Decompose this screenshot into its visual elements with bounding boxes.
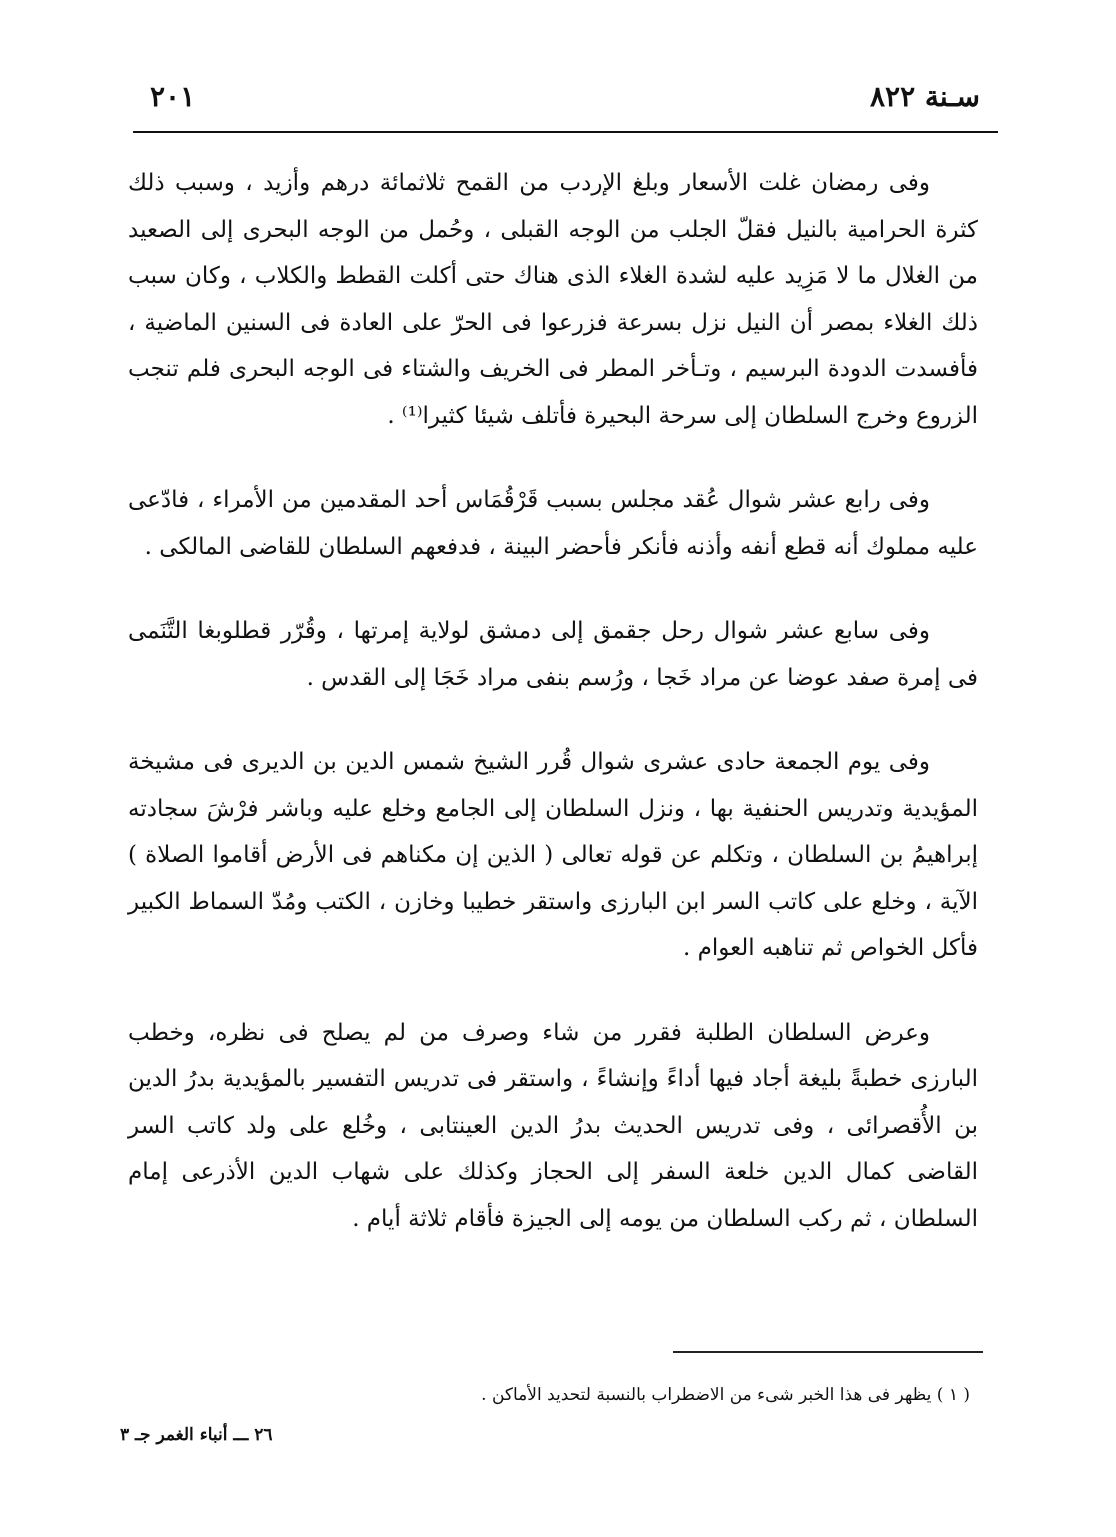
paragraph-qurqumas-council: وفى رابع عشر شوال عُقد مجلس بسبب قَرْقُمَاس أحد المقدمين من الأمراء ، فادّعى عليه مملوك أنه قطع أنفه وأذنه فأنكر فأحضر البينة ، فدفعهم السلطان للقاضى المالكى .	[128, 487, 978, 560]
paragraph-students-review: وعرض السلطان الطلبة فقرر من شاء وصرف من لم يصلح فى نظره، وخطب البارزى خطبةً بليغة أجاد فيها أداءً وإنشاءً ، واستقر فى تدريس التفسير بالمؤيدية بدرُ الدين بن الأُقصرائى ، وفى تدريس الحديث بدرُ الدين العينتابى ، وخُلع على ولد كاتب السر القاضى كمال الدين خلعة السفر إلى الحجاز وكذلك على شهاب الدين الأذرعى إمام السلطان ، ثم ركب السلطان من يومه إلى الجيزة فأقام ثلاثة أيام .	[128, 1019, 978, 1232]
main-text	[128, 160, 978, 1242]
footnote: ( ١ ) يظهر فى هذا الخبر شىء من الاضطراب بالنسبة لتحديد الأماكن .	[481, 1385, 970, 1405]
page-header	[150, 70, 980, 120]
footnote-divider	[673, 1351, 983, 1353]
paragraph-friday-appointment: وفى يوم الجمعة حادى عشرى شوال قُرر الشيخ شمس الدين بن الديرى فى مشيخة المؤيدية وتدريس الحنفية بها ، ونزل السلطان إلى الجامع وخلع عليه وباشر فرْشَ سجادته إبراهيمُ بن السلطان ، وتكلم عن قوله تعالى ( الذين إن مكناهم فى الأرض أقاموا الصلاة ) الآية ، وخلع على كاتب السر ابن البارزى واستقر خطيبا وخازن ، الكتب ومُدّ السماط الكبير فأكل الخواص ثم تناهبه العوام .	[128, 749, 978, 961]
running-title: سـنة ٨٢٢	[870, 80, 980, 113]
signature-mark: ٢٦ ـــ أنباء الغمر جـ ٣	[120, 1425, 273, 1445]
paragraph-jaqmaq-damascus: وفى سابع عشر شوال رحل جقمق إلى دمشق لولاية إمرتها ، وقُرّر قطلوبغا التَّنَمى فى إمرة صفد عوضا عن مراد خَجا ، ورُسم بنفى مراد خَجَا إلى القدس .	[128, 618, 978, 691]
page-number: ٢٠١	[150, 80, 196, 113]
header-divider	[133, 131, 998, 133]
paragraph-ramadan-prices: وفى رمضان غلت الأسعار وبلغ الإردب من القمح ثلاثمائة درهم وأزيد ، وسبب ذلك كثرة الحرامية بالنيل فقلّ الجلب من الوجه القبلى ، وحُمل من الوجه البحرى إلى الصعيد من الغلال ما لا مَزِيد عليه لشدة الغلاء الذى هناك حتى أكلت القطط والكلاب ، وكان سبب ذلك الغلاء بمصر أن النيل نزل بسرعة فزرعوا فى الحرّ على العادة فى السنين الماضية ، فأفسدت الدودة البرسيم ، وتـأخر المطر فى الخريف والشتاء فى الوجه البحرى فلم تنجب الزروع وخرج السلطان إلى سرحة البحيرة فأتلف شيئا كثيرا⁽¹⁾ .	[128, 170, 978, 429]
